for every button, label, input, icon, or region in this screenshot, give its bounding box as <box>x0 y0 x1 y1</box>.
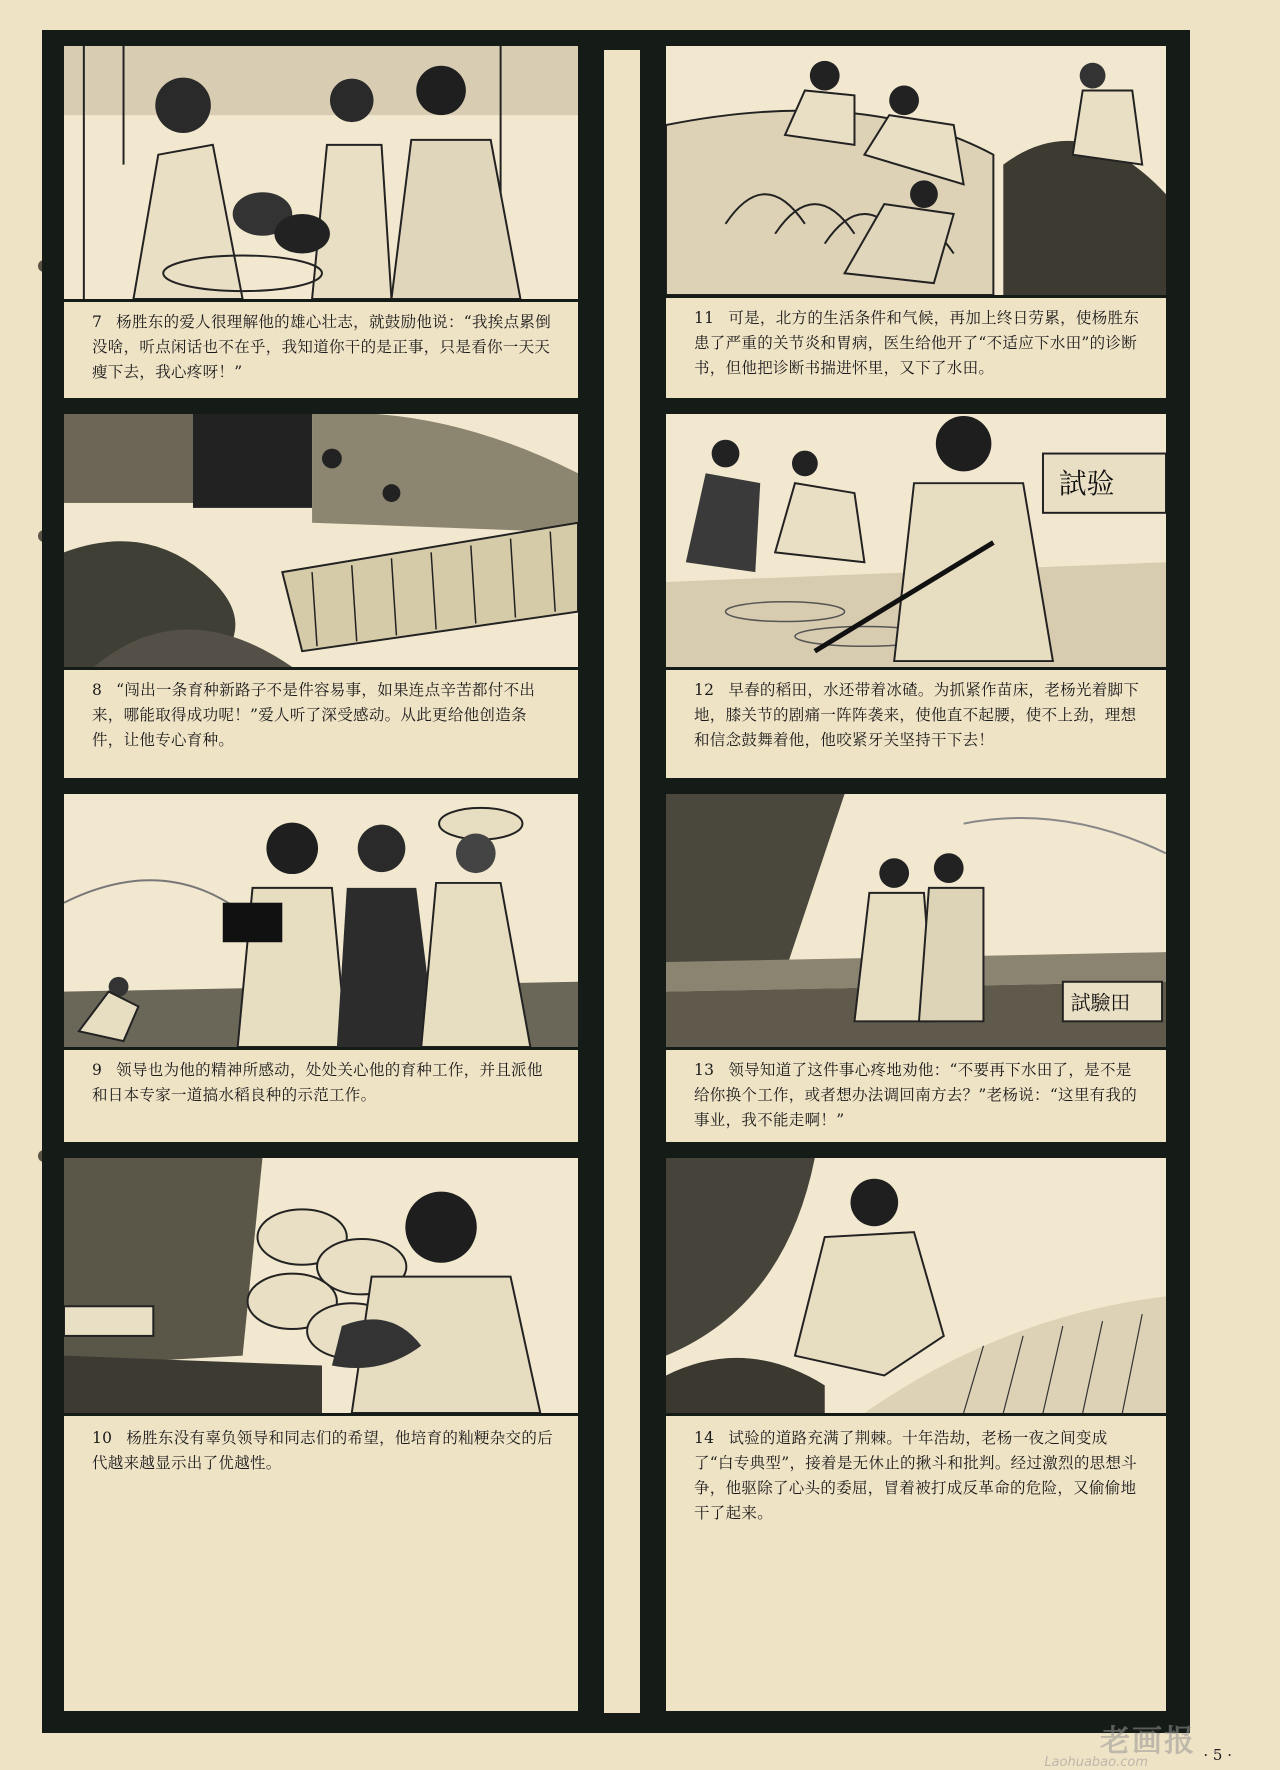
panel-10-caption <box>92 1426 556 1476</box>
panel-9 <box>62 792 580 1144</box>
caption-text: 早春的稻田，水还带着冰碴。为抓紧作苗床，老杨光着脚下地，膝关节的剧痛一阵阵袭来，使他直不起腰，使不上劲，理想和信念鼓舞着他，他咬紧牙关坚持干下去！ <box>694 681 1140 749</box>
panel-13 <box>664 792 1168 1144</box>
panel-14 <box>664 1156 1168 1713</box>
sign-text: 試驗田 <box>1070 991 1131 1015</box>
panel-14-illustration <box>666 1158 1166 1416</box>
watermark-url: Laohuabao.com <box>1044 1755 1148 1770</box>
panel-8 <box>62 412 580 780</box>
panel-14-caption <box>694 1426 1144 1526</box>
panel-number: 10 <box>92 1429 113 1447</box>
panel-number: 9 <box>92 1061 103 1079</box>
caption-text: 领导知道了这件事心疼地劝他：“不要再下水田了，是不是给你换个工作，或者想办法调回南方去？”老杨说：“这里有我的事业，我不能走啊！” <box>694 1061 1138 1129</box>
watermark-logo: 老画报 <box>1100 1724 1196 1759</box>
panel-8-caption <box>92 678 556 753</box>
caption-text: 可是，北方的生活条件和气候，再加上终日劳累，使杨胜东患了严重的关节炎和胃病，医生给他开了“不适应下水田”的诊断书，但他把诊断书揣进怀里，又下了水田。 <box>694 309 1140 377</box>
panel-10 <box>62 1156 580 1713</box>
caption-text: 杨胜东没有辜负领导和同志们的希望，他培育的籼粳杂交的后代越来越显示出了优越性。 <box>92 1429 553 1472</box>
panel-11-illustration <box>666 46 1166 298</box>
panel-7-illustration <box>64 46 578 302</box>
panel-number: 7 <box>92 313 103 331</box>
panel-10-illustration <box>64 1158 578 1416</box>
panel-9-illustration <box>64 794 578 1050</box>
panel-13-illustration <box>666 794 1166 1050</box>
panel-7-caption <box>92 310 556 385</box>
comic-page-frame <box>42 30 1190 1733</box>
sign-text: 試验 <box>1058 467 1115 501</box>
caption-text: 杨胜东的爱人很理解他的雄心壮志，就鼓励他说：“我挨点累倒没啥，听点闲话也不在乎，我知道你干的是正事，只是看你一天天瘦下去，我心疼呀！” <box>92 313 551 381</box>
panel-number: 13 <box>694 1061 715 1079</box>
panel-12-caption <box>694 678 1144 753</box>
page-number: · 5 · <box>1203 1746 1232 1764</box>
panel-12-illustration <box>666 414 1166 670</box>
panel-number: 14 <box>694 1429 715 1447</box>
panel-number: 12 <box>694 681 715 699</box>
caption-text: 领导也为他的精神所感动，处处关心他的育种工作，并且派他和日本专家一道搞水稻良种的示范工作。 <box>92 1061 543 1104</box>
panel-11 <box>664 44 1168 400</box>
panel-11-caption <box>694 306 1144 381</box>
panel-number: 8 <box>92 681 103 699</box>
panel-9-caption <box>92 1058 556 1108</box>
panel-7 <box>62 44 580 400</box>
panel-13-caption <box>694 1058 1144 1133</box>
caption-text: “闯出一条育种新路子不是件容易事，如果连点辛苦都付不出来，哪能取得成功呢！”爱人听了深受感动。从此更给他创造条件，让他专心育种。 <box>92 681 536 749</box>
column-gutter <box>604 50 640 1713</box>
caption-text: 试验的道路充满了荆棘。十年浩劫，老杨一夜之间变成了“白专典型”，接着是无休止的揪斗和批判。经过激烈的思想斗争，他驱除了心头的委屈，冒着被打成反革命的危险，又偷偷地干了起来。 <box>694 1429 1138 1522</box>
panel-number: 11 <box>694 309 715 327</box>
panel-12 <box>664 412 1168 780</box>
panel-8-illustration <box>64 414 578 670</box>
